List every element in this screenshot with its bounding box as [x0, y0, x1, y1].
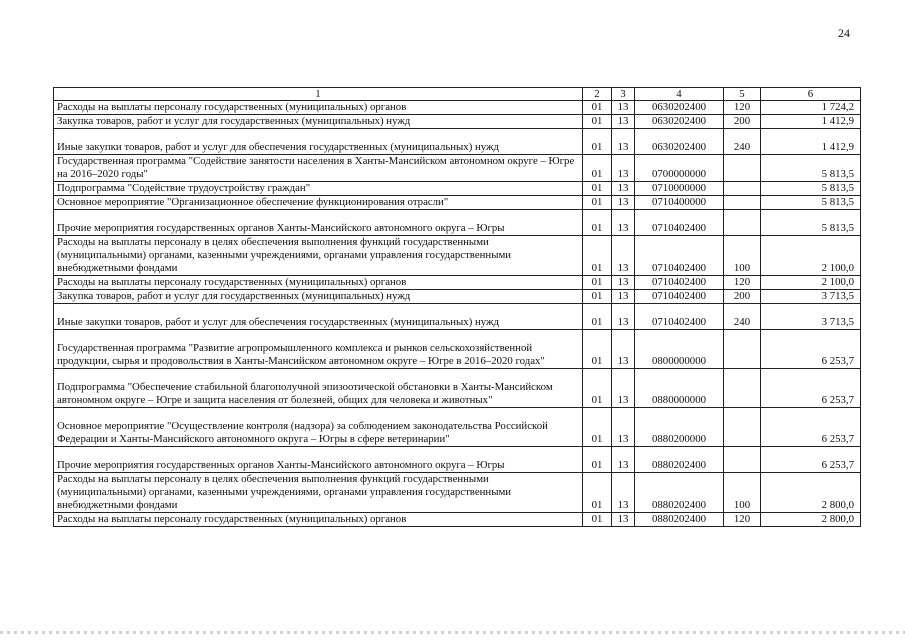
cell-target-code: 0710402400 [635, 276, 724, 290]
table-row [54, 290, 861, 304]
cell-name: Иные закупки товаров, работ и услуг для обеспечения государственных (муниципальных) нужд [54, 129, 583, 155]
cell-section: 01 [583, 408, 612, 447]
cell-name: Основное мероприятие "Осуществление контроля (надзора) за соблюдением законодательства Российской Федерации и Ханты-Мансийского автономного округа – Югры в сфере ветеринарии" [54, 408, 583, 447]
cell-subsection: 13 [612, 129, 635, 155]
header-col-4: 4 [635, 88, 724, 101]
cell-section: 01 [583, 369, 612, 408]
table-row [54, 196, 861, 210]
cell-amount: 6 253,7 [761, 369, 861, 408]
cell-subsection: 13 [612, 330, 635, 369]
cell-section: 01 [583, 129, 612, 155]
cell-name: Расходы на выплаты персоналу государственных (муниципальных) органов [54, 513, 583, 527]
cell-expense-type: 120 [724, 101, 761, 115]
cell-expense-type: 200 [724, 290, 761, 304]
cell-target-code: 0880202400 [635, 447, 724, 473]
cell-expense-type [724, 369, 761, 408]
cell-expense-type: 100 [724, 473, 761, 513]
cell-target-code: 0880000000 [635, 369, 724, 408]
table-row [54, 513, 861, 527]
table-row [54, 276, 861, 290]
cell-expense-type: 240 [724, 129, 761, 155]
cell-amount: 5 813,5 [761, 182, 861, 196]
cell-name: Расходы на выплаты персоналу в целях обеспечения выполнения функций государственными (муниципальными) органами, казенными учреждениями, органами управления государственными внебюджетными фондами [54, 473, 583, 513]
cell-target-code: 0710402400 [635, 236, 724, 276]
cell-section: 01 [583, 236, 612, 276]
cell-expense-type: 200 [724, 115, 761, 129]
cell-target-code: 0710400000 [635, 196, 724, 210]
cell-section: 01 [583, 447, 612, 473]
cell-amount: 3 713,5 [761, 304, 861, 330]
page-number: 24 [838, 26, 850, 40]
cell-subsection: 13 [612, 210, 635, 236]
cell-amount: 5 813,5 [761, 196, 861, 210]
cell-target-code: 0710402400 [635, 210, 724, 236]
cell-section: 01 [583, 101, 612, 115]
cell-name: Прочие мероприятия государственных органов Ханты-Мансийского автономного округа – Югры [54, 447, 583, 473]
cell-amount: 6 253,7 [761, 330, 861, 369]
cell-subsection: 13 [612, 473, 635, 513]
cell-subsection: 13 [612, 447, 635, 473]
cell-subsection: 13 [612, 513, 635, 527]
cell-section: 01 [583, 182, 612, 196]
cell-expense-type [724, 330, 761, 369]
cell-section: 01 [583, 304, 612, 330]
cell-expense-type [724, 210, 761, 236]
cell-name: Подпрограмма "Обеспечение стабильной благополучной эпизоотической обстановки в Ханты-Мансийском автономном округе – Югре и защита населения от болезней, общих для человека и животных" [54, 369, 583, 408]
cell-expense-type [724, 182, 761, 196]
cell-section: 01 [583, 513, 612, 527]
cell-subsection: 13 [612, 196, 635, 210]
cell-amount: 5 813,5 [761, 155, 861, 182]
cell-subsection: 13 [612, 236, 635, 276]
cell-name: Закупка товаров, работ и услуг для государственных (муниципальных) нужд [54, 290, 583, 304]
table-row [54, 155, 861, 182]
table-row [54, 330, 861, 369]
cell-section: 01 [583, 473, 612, 513]
cell-subsection: 13 [612, 290, 635, 304]
cell-subsection: 13 [612, 182, 635, 196]
cell-subsection: 13 [612, 115, 635, 129]
table-row [54, 369, 861, 408]
cell-name: Государственная программа "Содействие занятости населения в Ханты-Мансийском автономном округе – Югре на 2016–2020 годы" [54, 155, 583, 182]
table-row [54, 210, 861, 236]
cell-name: Закупка товаров, работ и услуг для государственных (муниципальных) нужд [54, 115, 583, 129]
cell-target-code: 0880200000 [635, 408, 724, 447]
table-row [54, 236, 861, 276]
cell-target-code: 0880202400 [635, 513, 724, 527]
cell-target-code: 0710000000 [635, 182, 724, 196]
cell-section: 01 [583, 330, 612, 369]
cell-expense-type [724, 447, 761, 473]
table-row [54, 473, 861, 513]
cell-subsection: 13 [612, 276, 635, 290]
cell-amount: 3 713,5 [761, 290, 861, 304]
cell-amount: 1 724,2 [761, 101, 861, 115]
budget-table [53, 87, 861, 527]
cell-target-code: 0710402400 [635, 304, 724, 330]
cell-section: 01 [583, 210, 612, 236]
cell-name: Расходы на выплаты персоналу государственных (муниципальных) органов [54, 101, 583, 115]
header-col-2: 2 [583, 88, 612, 101]
cell-subsection: 13 [612, 408, 635, 447]
cell-target-code: 0700000000 [635, 155, 724, 182]
cell-expense-type: 240 [724, 304, 761, 330]
table-header-row [54, 88, 861, 101]
cell-target-code: 0880202400 [635, 473, 724, 513]
cell-amount: 1 412,9 [761, 129, 861, 155]
cell-name: Подпрограмма "Содействие трудоустройству граждан" [54, 182, 583, 196]
table-row [54, 408, 861, 447]
table-row [54, 182, 861, 196]
cell-target-code: 0630202400 [635, 129, 724, 155]
cell-expense-type: 120 [724, 276, 761, 290]
cell-amount: 2 800,0 [761, 513, 861, 527]
cell-name: Иные закупки товаров, работ и услуг для обеспечения государственных (муниципальных) нужд [54, 304, 583, 330]
cell-target-code: 0630202400 [635, 101, 724, 115]
cell-section: 01 [583, 115, 612, 129]
cell-expense-type: 100 [724, 236, 761, 276]
table-row [54, 304, 861, 330]
cell-subsection: 13 [612, 155, 635, 182]
cell-amount: 1 412,9 [761, 115, 861, 129]
table-row [54, 447, 861, 473]
cell-amount: 5 813,5 [761, 210, 861, 236]
cell-amount: 6 253,7 [761, 408, 861, 447]
cell-section: 01 [583, 290, 612, 304]
table-row [54, 101, 861, 115]
cell-name: Расходы на выплаты персоналу государственных (муниципальных) органов [54, 276, 583, 290]
cell-name: Прочие мероприятия государственных органов Ханты-Мансийского автономного округа – Югры [54, 210, 583, 236]
cell-target-code: 0800000000 [635, 330, 724, 369]
cell-expense-type [724, 155, 761, 182]
header-col-6: 6 [761, 88, 861, 101]
cell-subsection: 13 [612, 369, 635, 408]
cell-subsection: 13 [612, 304, 635, 330]
table-row [54, 129, 861, 155]
cell-name: Основное мероприятие "Организационное обеспечение функционирования отрасли" [54, 196, 583, 210]
cell-target-code: 0630202400 [635, 115, 724, 129]
cell-name: Государственная программа "Развитие агропромышленного комплекса и рынков сельскохозяйственной продукции, сырья и продовольствия в Ханты-Мансийском автономном округе – Югре в 2016–2020 годах" [54, 330, 583, 369]
table-row [54, 115, 861, 129]
header-col-3: 3 [612, 88, 635, 101]
cell-target-code: 0710402400 [635, 290, 724, 304]
cell-amount: 6 253,7 [761, 447, 861, 473]
cell-amount: 2 800,0 [761, 473, 861, 513]
cell-name: Расходы на выплаты персоналу в целях обеспечения выполнения функций государственными (муниципальными) органами, казенными учреждениями, органами управления государственными внебюджетными фондами [54, 236, 583, 276]
cell-section: 01 [583, 196, 612, 210]
cell-expense-type [724, 408, 761, 447]
cell-expense-type: 120 [724, 513, 761, 527]
cell-subsection: 13 [612, 101, 635, 115]
cell-amount: 2 100,0 [761, 236, 861, 276]
cell-amount: 2 100,0 [761, 276, 861, 290]
cell-section: 01 [583, 276, 612, 290]
cell-section: 01 [583, 155, 612, 182]
scan-edge-noise [0, 631, 905, 634]
header-col-1: 1 [54, 88, 583, 101]
header-col-5: 5 [724, 88, 761, 101]
cell-expense-type [724, 196, 761, 210]
budget-table-body [54, 88, 861, 527]
